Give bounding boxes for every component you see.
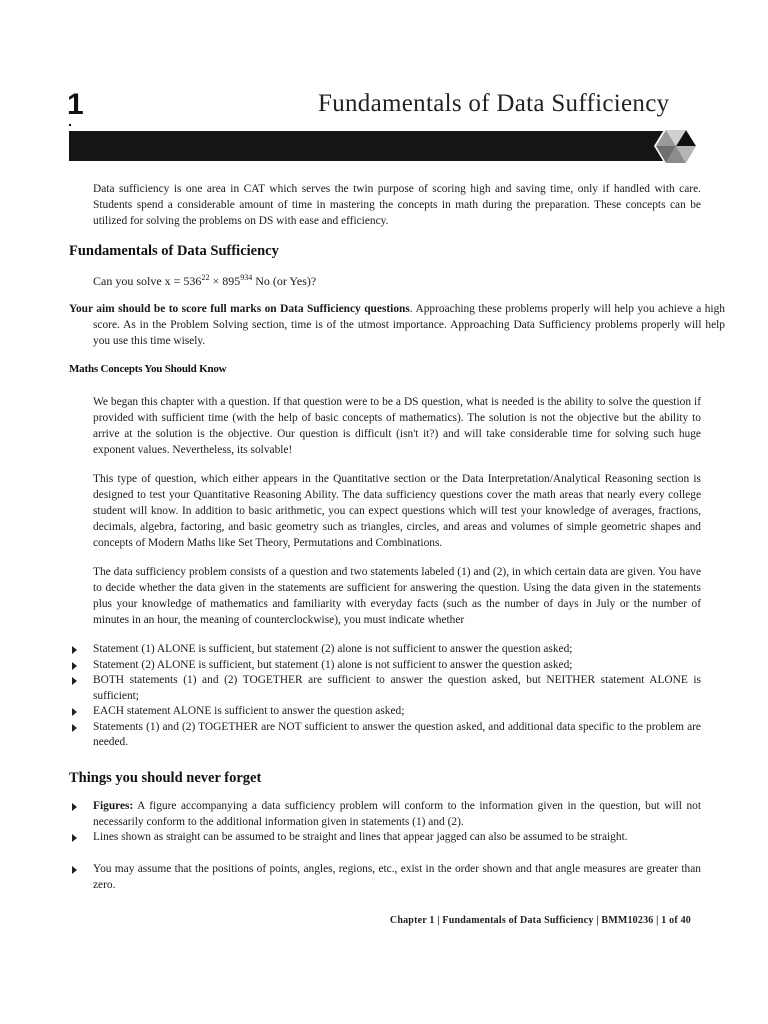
aim-paragraph: Your aim should be to score full marks on Data Sufficiency questions. Approaching these problems properly will help you achieve a high score. As in the Problem Solving section, time is of the utmost importance. Approaching Data Sufficiency problems properly will help you use this time wisely.: [69, 303, 725, 347]
bullet-arrow-icon: [72, 803, 77, 811]
never-forget-list-2: [69, 862, 701, 893]
header-bar: [69, 131, 684, 161]
bullet-arrow-icon: [72, 708, 77, 716]
never-forget-list-1: [69, 799, 701, 846]
intro-paragraph: Data sufficiency is one area in CAT which serves the twin purpose of scoring high and saving time, only if handled with care. Students spend a considerable amount of time in mastering the concepts in math during the preparation. These concepts can be utilized for solving the problems on DS with ease and efficiency.: [93, 183, 701, 227]
bullet-arrow-icon: [72, 834, 77, 842]
bullet-arrow-icon: [72, 646, 77, 654]
chapter-title: Fundamentals of Data Sufficiency: [318, 90, 670, 117]
list-item: You may assume that the positions of points, angles, regions, etc., exist in the order shown and that angle measures are greater than zero.: [69, 862, 701, 893]
list-item: Statements (1) and (2) TOGETHER are NOT sufficient to answer the question asked, and additional data specific to the problem are needed.: [69, 720, 701, 751]
bullet-arrow-icon: [72, 677, 77, 685]
concepts-paragraph-3: The data sufficiency problem consists of a question and two statements labeled (1) and (2), in which certain data are given. You have to decide whether the data given in the statements are sufficient for answering the question. Using the data given in the statements plus your knowledge of mathematics and familiarity with everyday facts (such as the number of days in July or the number of minutes in an hour, the meaning of counterclockwise), you must indicate whether: [93, 566, 701, 626]
list-item: BOTH statements (1) and (2) TOGETHER are sufficient to answer the question asked, but NEITHER statement ALONE is sufficient;: [69, 673, 701, 704]
bullet-arrow-icon: [72, 866, 77, 874]
bullet-arrow-icon: [72, 724, 77, 732]
example-question: Can you solve $x = 536^{22} \times 895^{934}$ No (or Yes)?: [93, 273, 317, 288]
list-item: Figures: A figure accompanying a data sufficiency problem will conform to the information given in the question, but will not necessarily conform to the additional information given in statements (1) and (2).: [69, 799, 701, 830]
hexagon-logo-icon: [654, 126, 698, 166]
concepts-paragraph-1: We began this chapter with a question. If that question were to be a DS question, what is needed is the ability to solve the question if provided with sufficient time (with the help of basic concepts of mathematics). The solution is not the objective but the ability to arrive at the solution is the objective. Our question is difficult (isn't it?) and will take considerable time for solving such huge exponent values. Nevertheless, its solvable!: [93, 396, 701, 456]
section-heading-fundamentals: Fundamentals of Data Sufficiency: [69, 243, 279, 259]
bullet-arrow-icon: [72, 662, 77, 670]
list-item: EACH statement ALONE is sufficient to answer the question asked;: [69, 704, 701, 720]
concepts-paragraph-2: This type of question, which either appears in the Quantitative section or the Data Interpretation/Analytical Reasoning section is designed to test your Quantitative Reasoning Ability. The data sufficiency questions cover the math areas that nearly every college student will know. In addition to basic arithmetic, you can expect questions which will test your knowledge of averages, fractions, decimals, algebra, factoring, and basic geometry such as triangles, circles, and areas and volumes of simple geometric shapes and concepts of Modern Maths like Set Theory, Permutations and Combinations.: [93, 473, 701, 549]
answer-options-list: [69, 642, 701, 751]
list-item: Statement (1) ALONE is sufficient, but statement (2) alone is not sufficient to answer the question asked;: [69, 642, 701, 658]
chapter-number: 1: [67, 88, 84, 121]
list-item: Lines shown as straight can be assumed to be straight and lines that appear jagged can also be assumed to be straight.: [69, 830, 701, 846]
header-mark: [69, 124, 71, 126]
page-footer: Chapter 1 | Fundamentals of Data Sufficiency | BMM10236 | 1 of 40: [389, 915, 691, 926]
section-heading-never-forget: Things you should never forget: [69, 770, 262, 786]
list-item: Statement (2) ALONE is sufficient, but statement (1) alone is not sufficient to answer the question asked;: [69, 658, 701, 674]
section-heading-maths-concepts: Maths Concepts You Should Know: [69, 363, 227, 375]
